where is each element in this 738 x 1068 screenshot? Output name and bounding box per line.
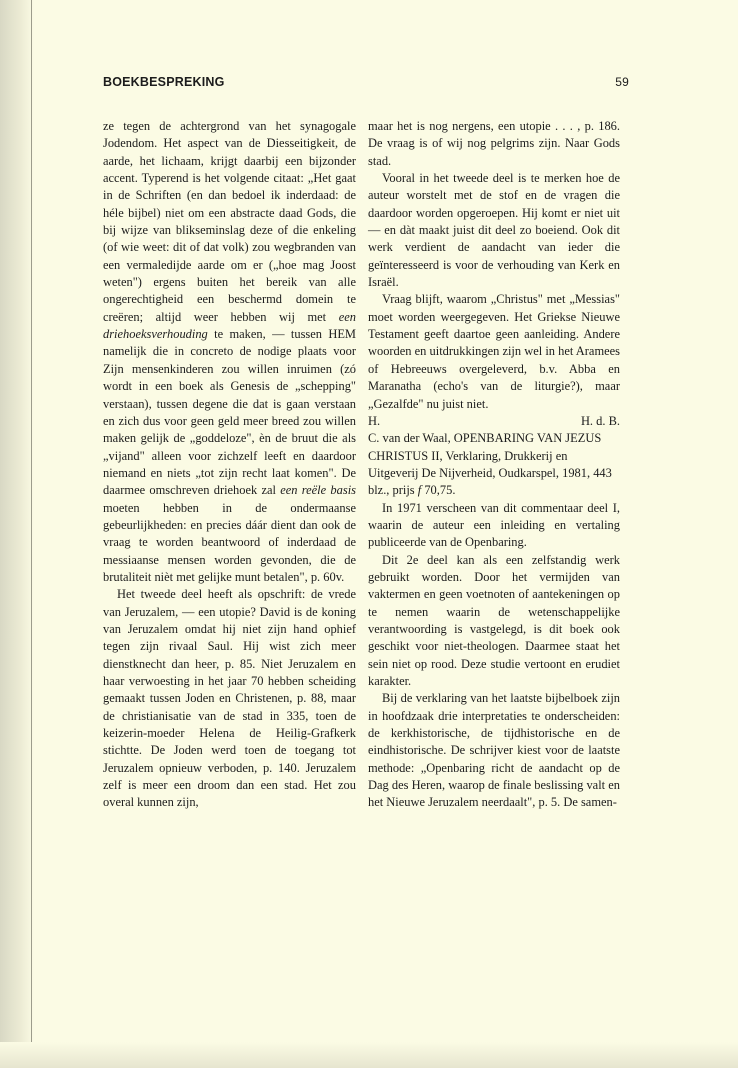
right-column xyxy=(368,118,620,812)
section-title: BOEKBESPREKING xyxy=(103,75,225,89)
paragraph xyxy=(368,291,620,412)
signature-initial: H. xyxy=(368,413,381,428)
paragraph xyxy=(368,690,620,811)
text-segment: moeten hebben in de ondermaanse gebeurlijkheden: en precies dáár dient dan ook de vraag te worden beantwoord of inderdaad de messiaanse mensen worden gevonden, die de brutaliteit nièt met gelijke munt betalen", p. 60v. xyxy=(103,500,356,584)
paragraph xyxy=(368,170,620,291)
text-segment: Dit 2e deel kan als een zelfstandig werk gebruikt worden. Door het vermijden van vaktermen en geen voetnoten of aantekeningen op te nemen waarin de wetenschappelijke verantwoording is vastgelegd, is dit boek ook geschikt voor niet-theologen. Daarmee staat het sein niet op rood. Deze studie vertoont en erudiet karakter. xyxy=(368,552,620,688)
left-column xyxy=(103,118,356,812)
right-column-paragraphs-after xyxy=(368,500,620,812)
italic-text-segment: een reële basis xyxy=(280,483,356,498)
scan-bottom-shadow xyxy=(0,1042,738,1068)
text-segment: Het tweede deel heeft als opschrift: de vrede van Jeruzalem, — een utopie? David is de koning van Jeruzalem omdat hij niet zijn hand ophief tegen zijn rivaal Saul. Hij wist zich meer dienstknecht dan heer, p. 85. Niet Jeruzalem en haar verwoesting in het jaar 70 hebben scheiding gemaakt tussen Joden en Christenen, p. 88, maar de christianisatie van de stad in 335, toen de keizerin-moeder Helena de Heilig-Grafkerk stichtte. De Joden werd toen de toegang tot Jeruzalem opnieuw verboden, p. 140. Jeruzalem zelf is meer een droom dan een stad. Het zou overal kunnen zijn, xyxy=(103,587,356,810)
italic-text-segment: een driehoeksverhouding xyxy=(103,309,356,342)
text-segment: C. van der Waal, OPENBARING VAN JEZUS CHRISTUS II, Verklaring, Drukkerij en Uitgeverij De Nijverheid, Oudkarspel, 1981, 443 blz., prijs xyxy=(368,431,612,498)
paragraph xyxy=(103,586,356,811)
italic-text-segment: f xyxy=(417,483,422,498)
paragraph xyxy=(368,552,620,691)
right-column-paragraphs xyxy=(368,118,620,413)
signature-reviewer: H. d. B. xyxy=(580,413,620,428)
text-segment: te maken, — tussen HEM namelijk die in concreto de nodige plaats voor Zijn mensenkinderen zou willen inruimen (zó wordt in een boek als Genesis de „schepping" verstaan), tussen degene die dat is gaan verstaan en zich dus voor geen geld meer breed zou willen maken gelijk de „goddeloze", èn de bruut die als „vijand" alleen voor zichzelf leeft en daardoor niemand en niets „tot zijn recht laat komen". De daarmee omschreven driehoek zal xyxy=(103,327,356,498)
book-citation xyxy=(368,430,620,499)
text-segment: maar het is nog nergens, een utopie . . . , p. 186. De vraag is of wij nog pelgrims zijn. Naar Gods stad. xyxy=(368,119,620,168)
page-number: 59 xyxy=(615,75,629,89)
text-segment: Vooral in het tweede deel is te merken hoe de auteur worstelt met de stof en de vragen die daardoor worden opgeroepen. Hij komt er niet uit — en dàt maakt juist dit deel zo boeiend. Ook dit werk verdient de aandacht van ieder die geïnteresseerd is voor de verhouding van Kerk en Israël. xyxy=(368,171,620,290)
paragraph xyxy=(368,118,620,170)
text-segment: In 1971 verscheen van dit commentaar deel I, waarin de auteur een inleiding en vertaling publiceerde van de Openbaring. xyxy=(368,500,620,550)
scan-left-margin-shadow xyxy=(0,0,34,1068)
paragraph xyxy=(103,118,356,586)
left-column-paragraphs xyxy=(103,118,356,812)
text-segment: Bij de verklaring van het laatste bijbelboek zijn in hoofdzaak drie interpretaties te onderscheiden: de kerkhistorische, de tijdhistorische en de eindhistorische. De schrijver kiest voor de laatste methode: „Openbaring richt de aandacht op de Dag des Heren, waarop de finale beslissing valt en het Nieuwe Jeruzalem neerdaalt", p. 5. De samen- xyxy=(368,691,620,810)
review-signature xyxy=(368,413,620,430)
scan-binding-edge xyxy=(31,0,32,1068)
text-segment: 70,75. xyxy=(421,483,456,498)
paragraph xyxy=(368,500,620,552)
text-segment: ze tegen de achtergrond van het synagogale Jodendom. Het aspect van de Diesseitigkeit, de aarde, het lichaam, krijgt daarbij een bijzonder accent. Typerend is het volgende citaat: „Het gaat in de Schriften (en dan bedoel ik inderdaad: de héle bijbel) niet om een abstracte daad Gods, die bij wijze van blikseminslag deze of die enkeling (of wie weet: dit of dat volk) zou wegbranden van een vermaledijde aarde om er („hoe mag Joost weten") ergens buiten het bereik van alle ongerechtigheid een beschermd domein te creëren; altijd weer hebben wij met xyxy=(103,119,356,324)
text-segment: Vraag blijft, waarom „Christus" met „Messias" moet worden weergegeven. Het Griekse Nieuwe Testament geeft daartoe geen aanleiding. Andere woorden en uitdrukkingen zijn wel in het Aramees of Hebreeuws overgeleverd, b.v. Abba en Maranatha (echo's van de liturgie?), maar „Gezalfde" nu juist niet. xyxy=(368,292,620,411)
running-header xyxy=(103,75,643,93)
